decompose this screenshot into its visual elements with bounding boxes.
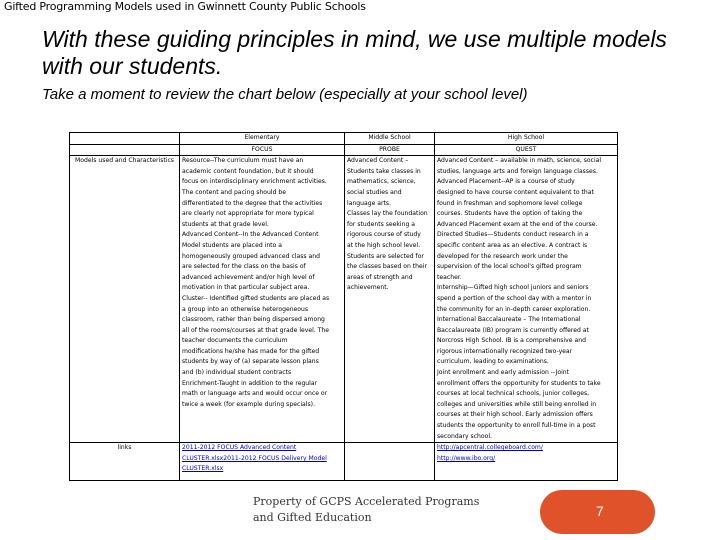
cell-line: Enrichment-Taught in addition to the regular — [182, 379, 318, 387]
cell-line: Advanced Content – available in math, science, social — [437, 157, 602, 165]
cell-line: spend a portion of the school day with a mentor in — [437, 294, 592, 302]
cell-line: are clearly not appropriate for more typical — [182, 210, 314, 218]
cell-line: curriculum, leading to examinations. — [437, 358, 549, 366]
cell-line: Resource--The curriculum must have an — [182, 157, 304, 165]
cell-line: focus on interdisciplinary enrichment activities. — [182, 178, 327, 186]
slide-heading: With these guiding principles in mind, we use multiple models with our students. — [42, 26, 667, 79]
footer-line-2: and Gifted Education — [253, 511, 372, 524]
cell-line: courses. Students have the option of taking the — [437, 210, 583, 218]
cell-line: Advanced Content--In the Advanced Content — [182, 231, 319, 239]
middle-models-cell — [345, 156, 435, 443]
table-link[interactable]: CLUSTER.xlsx — [182, 465, 224, 473]
cell-line: International Baccalaureate – The International — [437, 316, 581, 324]
cell-line: the classes based on their — [347, 263, 427, 271]
cell-line: Advanced Placement--AP is a course of study — [437, 178, 575, 186]
high-links-cell — [435, 443, 618, 481]
program-focus: FOCUS — [180, 144, 345, 156]
cell-line: The content and pacing should be — [182, 188, 286, 196]
program-probe: PROBE — [345, 144, 435, 156]
cell-line: secondary school. — [437, 432, 492, 440]
table-link[interactable]: 2011-2012 FOCUS Advanced Content — [182, 444, 297, 452]
cell-line: Classes lay the foundation — [347, 210, 428, 218]
cell-line: students by way of (a) separate lesson plans — [182, 358, 319, 366]
cell-line: rigorous course of study — [347, 231, 421, 239]
cell-line: advanced achievement and/or high level of — [182, 273, 315, 281]
cell-line: mathematics, science, — [347, 178, 416, 186]
table-link[interactable]: CLUSTER.xlsx2011-2012 FOCUS Delivery Model — [182, 454, 327, 462]
models-row-label: Models used and Characteristics — [70, 156, 180, 443]
cell-line: areas of strength and — [347, 273, 413, 281]
cell-line: social studies and — [347, 188, 402, 196]
cell-line: teacher documents the curriculum — [182, 337, 288, 345]
links-row — [70, 443, 618, 481]
program-quest: QUEST — [435, 144, 618, 156]
footer-line-1: Property of GCPS Accelerated Programs — [253, 495, 480, 508]
table-link[interactable]: http://apcentral.collegeboard.com/ — [437, 444, 543, 452]
page-number: 7 — [596, 503, 604, 519]
cell-line: twice a week (for example during specials). — [182, 400, 315, 408]
cell-line: teacher. — [437, 273, 462, 281]
footer-text — [253, 494, 479, 526]
cell-line: Advanced Content – — [347, 157, 409, 165]
cell-line: Students take classes in — [347, 167, 421, 175]
cell-line: Cluster-- Identified gifted students are placed as — [182, 294, 330, 302]
cell-line: students at that grade level. — [182, 220, 269, 228]
cell-line: Model students are placed into a — [182, 241, 282, 249]
cell-line: a group into an otherwise heterogeneous — [182, 305, 309, 313]
gifted-models-table — [69, 132, 618, 481]
header-blank-cell — [70, 133, 180, 145]
header-elementary: Elementary — [180, 133, 345, 145]
cell-line: the community for an in-depth career exploration. — [437, 305, 591, 313]
header-middle-school: Middle School — [345, 133, 435, 145]
cell-line: courses at their high school. Early admission offers — [437, 411, 593, 419]
header-row — [70, 133, 618, 145]
table-link[interactable]: http://www.ibo.org/ — [437, 454, 496, 462]
cell-line: found in freshman and sophomore level college — [437, 199, 583, 207]
cell-line: rigorous internationally recognized two-year — [437, 347, 573, 355]
cell-line: courses at local technical schools, junior colleges, — [437, 390, 590, 398]
program-blank-cell — [70, 144, 180, 156]
cell-line: supervision of the local school's gifted program — [437, 263, 582, 271]
cell-line: achievement. — [347, 284, 389, 292]
cell-line: students the opportunity to enroll full-time in a post — [437, 422, 596, 430]
links-row-label: links — [70, 443, 180, 481]
page-number-badge — [540, 490, 655, 534]
middle-links-cell — [345, 443, 435, 481]
cell-line: Students are selected for — [347, 252, 424, 260]
cell-line: are selected for the class on the basis of — [182, 263, 306, 271]
cell-line: academic content foundation, but it should — [182, 167, 314, 175]
cell-line: differentiated to the degree that the activities — [182, 199, 323, 207]
high-models-cell — [435, 156, 618, 443]
header-high-school: High School — [435, 133, 618, 145]
cell-line: motivation in that particular subject area. — [182, 284, 310, 292]
cell-line: developed for the research work under the — [437, 252, 568, 260]
cell-line: modifications he/she has made for the gifted — [182, 347, 320, 355]
slide-top-title: Gifted Programming Models used in Gwinnett County Public Schools — [4, 0, 366, 13]
program-row — [70, 144, 618, 156]
cell-line: Norcross High School. IB is a comprehensive and — [437, 337, 586, 345]
cell-line: and (b) individual student contracts — [182, 369, 292, 377]
slide-subheading: Take a moment to review the chart below (especially at your school level) — [42, 86, 528, 103]
cell-line: language arts. — [347, 199, 392, 207]
cell-line: specific content area as an elective. A contract is — [437, 241, 588, 249]
elementary-links-cell — [180, 443, 345, 481]
cell-line: designed to have course content equivalent to that — [437, 188, 594, 196]
cell-line: Directed Studies—Students conduct research in a — [437, 231, 589, 239]
models-row — [70, 156, 618, 443]
cell-line: Joint enrollment and early admission --Joint — [437, 369, 570, 377]
cell-line: Baccalaureate (IB) program is currently offered at — [437, 326, 589, 334]
cell-line: for students seeking a — [347, 220, 416, 228]
cell-line: math or language arts and would occur once or — [182, 390, 328, 398]
cell-line: all of the rooms/courses at that grade level. The — [182, 326, 330, 334]
cell-line: homogeneously grouped advanced class and — [182, 252, 320, 260]
cell-line: classroom, rather than being dispersed among — [182, 316, 325, 324]
elementary-models-cell — [180, 156, 345, 443]
cell-line: at the high school level. — [347, 241, 421, 249]
cell-line: studies, language arts and foreign language classes. — [437, 167, 598, 175]
cell-line: enrollment offers the opportunity for students to take — [437, 379, 601, 387]
cell-line: Internship—Gifted high school juniors and seniors — [437, 284, 589, 292]
cell-line: colleges and universities while still being enrolled in — [437, 400, 597, 408]
cell-line: Advanced Placement exam at the end of the course. — [437, 220, 598, 228]
